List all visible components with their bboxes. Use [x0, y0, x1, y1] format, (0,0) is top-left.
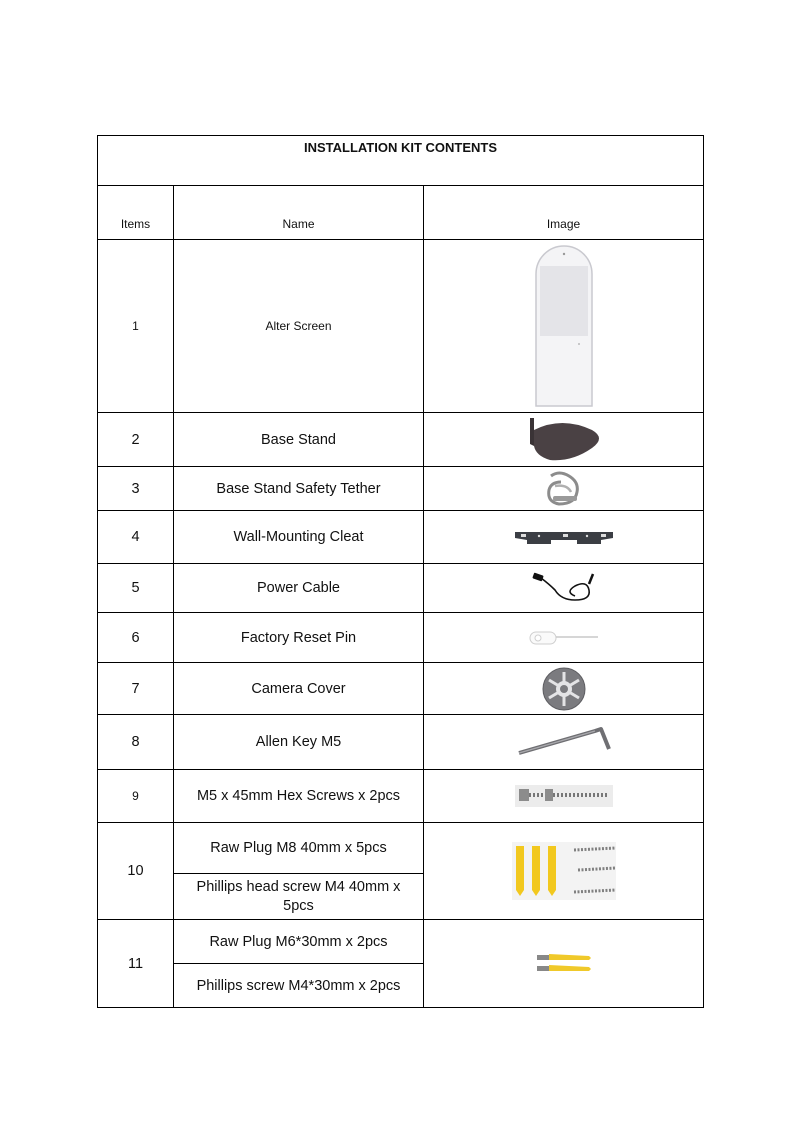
- table-row: [98, 511, 704, 564]
- item-name: Base Stand Safety Tether: [174, 467, 424, 511]
- item-number: 2: [98, 413, 174, 467]
- base-stand-icon: [424, 413, 704, 467]
- item-name: Wall-Mounting Cleat: [174, 511, 424, 564]
- item-name: Base Stand: [174, 413, 424, 467]
- item-name: Alter Screen: [174, 240, 424, 413]
- item-number: 9: [98, 770, 174, 823]
- table-row: [98, 770, 704, 823]
- item-number: 3: [98, 467, 174, 511]
- item-number: 4: [98, 511, 174, 564]
- header-name: Name: [174, 186, 424, 240]
- item-number: 6: [98, 613, 174, 663]
- item-number: 5: [98, 564, 174, 613]
- power-cable-icon: [424, 564, 704, 613]
- table-row: [98, 823, 704, 874]
- item-name: Raw Plug M6*30mm x 2pcs: [174, 920, 424, 964]
- table-row: [98, 613, 704, 663]
- plug-screw-pair-icon: [424, 920, 704, 1008]
- item-number: 11: [98, 920, 174, 1008]
- item-name: Allen Key M5: [174, 715, 424, 770]
- table-row: [98, 240, 704, 413]
- hex-screw-icon: [424, 770, 704, 823]
- item-number: 8: [98, 715, 174, 770]
- camera-cover-icon: [424, 663, 704, 715]
- item-name: Phillips head screw M4 40mm x 5pcs: [174, 874, 424, 920]
- table-row: [98, 413, 704, 467]
- header-items: Items: [98, 186, 174, 240]
- wall-cleat-icon: [424, 511, 704, 564]
- item-name: Power Cable: [174, 564, 424, 613]
- item-number: 10: [98, 823, 174, 920]
- item-number: 1: [98, 240, 174, 413]
- reset-pin-icon: [424, 613, 704, 663]
- item-name: Raw Plug M8 40mm x 5pcs: [174, 823, 424, 874]
- safety-tether-icon: [424, 467, 704, 511]
- allen-key-icon: [424, 715, 704, 770]
- table-row: [98, 467, 704, 511]
- installation-kit-table: [97, 135, 704, 1008]
- item-name: Camera Cover: [174, 663, 424, 715]
- table-row: [98, 663, 704, 715]
- raw-plugs-screws-icon: [424, 823, 704, 920]
- item-name: Phillips screw M4*30mm x 2pcs: [174, 964, 424, 1008]
- alter-screen-icon: [424, 240, 704, 413]
- item-name: Factory Reset Pin: [174, 613, 424, 663]
- header-image: Image: [424, 186, 704, 240]
- table-row: [98, 564, 704, 613]
- item-number: 7: [98, 663, 174, 715]
- table-title: INSTALLATION KIT CONTENTS: [98, 136, 704, 186]
- table-row: [98, 715, 704, 770]
- table-row: [98, 920, 704, 964]
- item-name: M5 x 45mm Hex Screws x 2pcs: [174, 770, 424, 823]
